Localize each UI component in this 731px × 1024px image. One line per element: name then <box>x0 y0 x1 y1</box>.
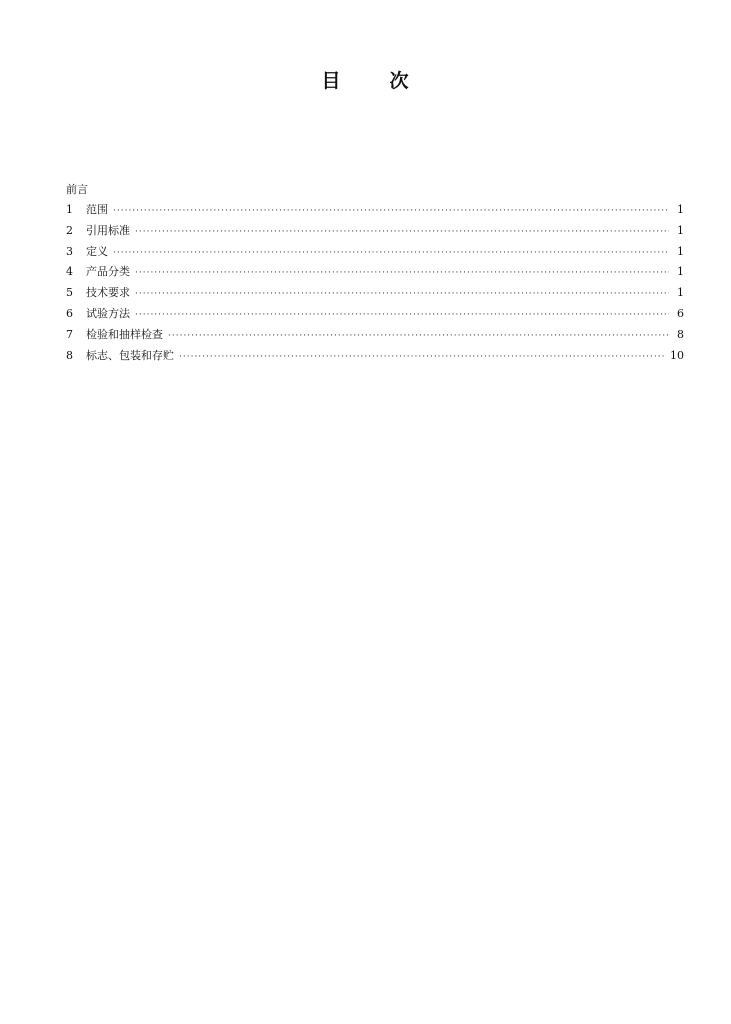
toc-leader-dots <box>135 305 669 326</box>
toc-leader-dots <box>113 201 669 222</box>
toc-entry-page: 1 <box>677 223 684 237</box>
toc-entry <box>66 242 684 263</box>
toc-entry-number: 7 <box>66 327 73 341</box>
toc-entry-label: 试验方法 <box>86 306 130 320</box>
toc-leader-dots <box>113 243 669 264</box>
table-of-contents <box>66 180 684 366</box>
toc-leader-dots <box>179 347 665 368</box>
toc-entry <box>66 221 684 242</box>
page-title <box>0 66 731 93</box>
toc-entry <box>66 325 684 346</box>
toc-entry-page: 1 <box>677 286 684 300</box>
toc-entry-label: 检验和抽样检查 <box>86 327 163 341</box>
toc-leader-dots <box>135 222 669 243</box>
toc-entry-number: 2 <box>66 223 73 237</box>
toc-entry <box>66 346 684 367</box>
toc-entry <box>66 200 684 221</box>
toc-entry-number: 3 <box>66 244 73 258</box>
toc-entry-number: 6 <box>66 306 73 320</box>
toc-entry-page: 1 <box>677 265 684 279</box>
toc-entry <box>66 262 684 283</box>
toc-leader-dots <box>135 284 669 305</box>
toc-entry-label: 引用标准 <box>86 223 130 237</box>
toc-entry-label: 产品分类 <box>86 265 130 279</box>
title-char-2: 次 <box>389 70 410 92</box>
toc-leader-dots <box>168 326 669 347</box>
toc-preface: 前言 <box>66 183 88 196</box>
toc-entry-number: 4 <box>66 265 73 279</box>
toc-entry-number: 5 <box>66 286 73 300</box>
toc-entry-label: 范围 <box>86 203 108 216</box>
toc-entry-page: 8 <box>677 327 684 341</box>
toc-entry-label: 标志、包装和存贮 <box>86 348 174 362</box>
title-char-1: 目 <box>321 70 342 92</box>
toc-entry-page: 6 <box>677 306 684 320</box>
toc-entry-page: 10 <box>670 348 684 362</box>
toc-entry-number: 1 <box>66 203 73 216</box>
toc-leader-dots <box>135 263 669 284</box>
toc-entry-label: 技术要求 <box>86 286 130 300</box>
toc-entry <box>66 304 684 325</box>
toc-entry-page: 1 <box>677 203 684 216</box>
toc-entry <box>66 283 684 304</box>
toc-entry-label: 定义 <box>86 244 108 258</box>
toc-entry-page: 1 <box>677 244 684 258</box>
toc-entry-number: 8 <box>66 348 73 362</box>
